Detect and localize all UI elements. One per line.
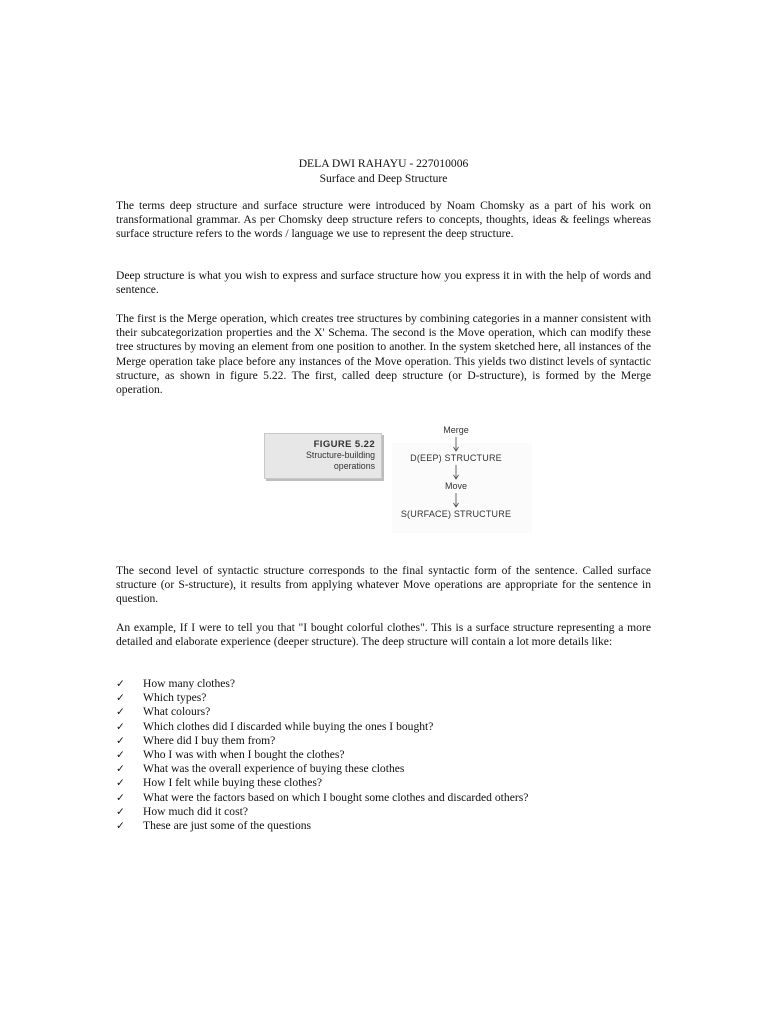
- checklist-item-text: What was the overall experience of buying these clothes: [143, 762, 405, 776]
- checkmark-icon: ✓: [116, 819, 125, 832]
- checklist-item: [116, 762, 651, 776]
- checkmark-icon: ✓: [116, 763, 125, 776]
- checklist-item-text: Which types?: [143, 691, 207, 705]
- paragraph-merge-move: The first is the Merge operation, which creates tree structures by combining categories in a manner consistent with their subcategorization properties and the X' Schema. The second is the Move operation, which can modify these tree structures by moving an element from one position to another. In the system sketched here, all instances of the Merge operation take place before any instances of the Move operation. This yields two distinct levels of syntactic structure, as shown in figure 5.22. The first, called deep structure (or D-structure), is formed by the Merge operation.: [116, 312, 651, 397]
- down-arrow-icon: [396, 492, 516, 509]
- checklist-item-text: Which clothes did I discarded while buying the ones I bought?: [143, 719, 434, 733]
- checklist-item-text: What were the factors based on which I bought some clothes and discarded others?: [143, 790, 529, 804]
- checklist-item-text: How much did it cost?: [143, 804, 248, 818]
- flow-node-surface-structure: S(URFACE) STRUCTURE: [400, 509, 512, 519]
- document-header: [116, 156, 651, 186]
- structure-flow-diagram: [396, 425, 516, 520]
- checklist-item-text: What colours?: [143, 705, 211, 719]
- checklist-item: [116, 805, 651, 819]
- checkmark-icon: ✓: [116, 692, 125, 705]
- question-checklist: [116, 677, 651, 833]
- flow-node-deep-structure: D(EEP) STRUCTURE: [410, 453, 502, 463]
- checkmark-icon: ✓: [116, 720, 125, 733]
- document-title: Surface and Deep Structure: [319, 172, 448, 185]
- checkmark-icon: ✓: [116, 777, 125, 790]
- checklist-item: [116, 734, 651, 748]
- paragraph-surface-structure: The second level of syntactic structure corresponds to the final syntactic form of the sentence. Called surface structure (or S-structure), it results from applying whatever Move operations are appropriate for the sentence in question.: [116, 564, 651, 606]
- figure-caption-box: [264, 433, 382, 479]
- checklist-item: [116, 819, 651, 833]
- checklist-item-text: Where did I buy them from?: [143, 733, 276, 747]
- checklist-item: [116, 791, 651, 805]
- checkmark-icon: ✓: [116, 734, 125, 747]
- flow-node-move: Move: [444, 481, 467, 491]
- checklist-item: [116, 748, 651, 762]
- paragraph-deep-vs-surface: Deep structure is what you wish to express and surface structure how you express it in with the help of words and sentence.: [116, 269, 651, 297]
- checklist-item: [116, 677, 651, 691]
- checklist-item: [116, 720, 651, 734]
- figure-label: FIGURE 5.22: [313, 439, 375, 450]
- checkmark-icon: ✓: [116, 678, 125, 690]
- checklist-item: [116, 776, 651, 790]
- figure-caption-line2: operations: [333, 461, 375, 471]
- down-arrow-icon: [396, 436, 516, 453]
- checklist-item: [116, 705, 651, 719]
- flow-node-merge: Merge: [443, 425, 469, 435]
- paragraph-example: An example, If I were to tell you that "I bought colorful clothes". This is a surface structure representing a more detailed and elaborate experience (deeper structure). The deep structure will contain a lot more details like:: [116, 621, 651, 649]
- checkmark-icon: ✓: [116, 706, 125, 719]
- checkmark-icon: ✓: [116, 791, 125, 804]
- figure-caption-line1: Structure-building: [306, 450, 375, 460]
- down-arrow-icon: [396, 464, 516, 481]
- checkmark-icon: ✓: [116, 748, 125, 761]
- checkmark-icon: ✓: [116, 805, 125, 818]
- checklist-item-text: These are just some of the questions: [143, 818, 312, 832]
- checklist-item-text: How I felt while buying these clothes?: [143, 776, 323, 790]
- paragraph-intro: The terms deep structure and surface structure were introduced by Noam Chomsky as a part of his work on transformational grammar. As per Chomsky deep structure refers to concepts, thoughts, ideas & feelings whereas surface structure refers to the words / language we use to represent the deep structure.: [116, 199, 651, 241]
- author-line: DELA DWI RAHAYU - 227010006: [298, 157, 469, 170]
- figure-5-22: [264, 425, 514, 531]
- checklist-item: [116, 691, 651, 705]
- checklist-item-text: How many clothes?: [143, 677, 236, 690]
- checklist-item-text: Who I was with when I bought the clothes?: [143, 747, 345, 761]
